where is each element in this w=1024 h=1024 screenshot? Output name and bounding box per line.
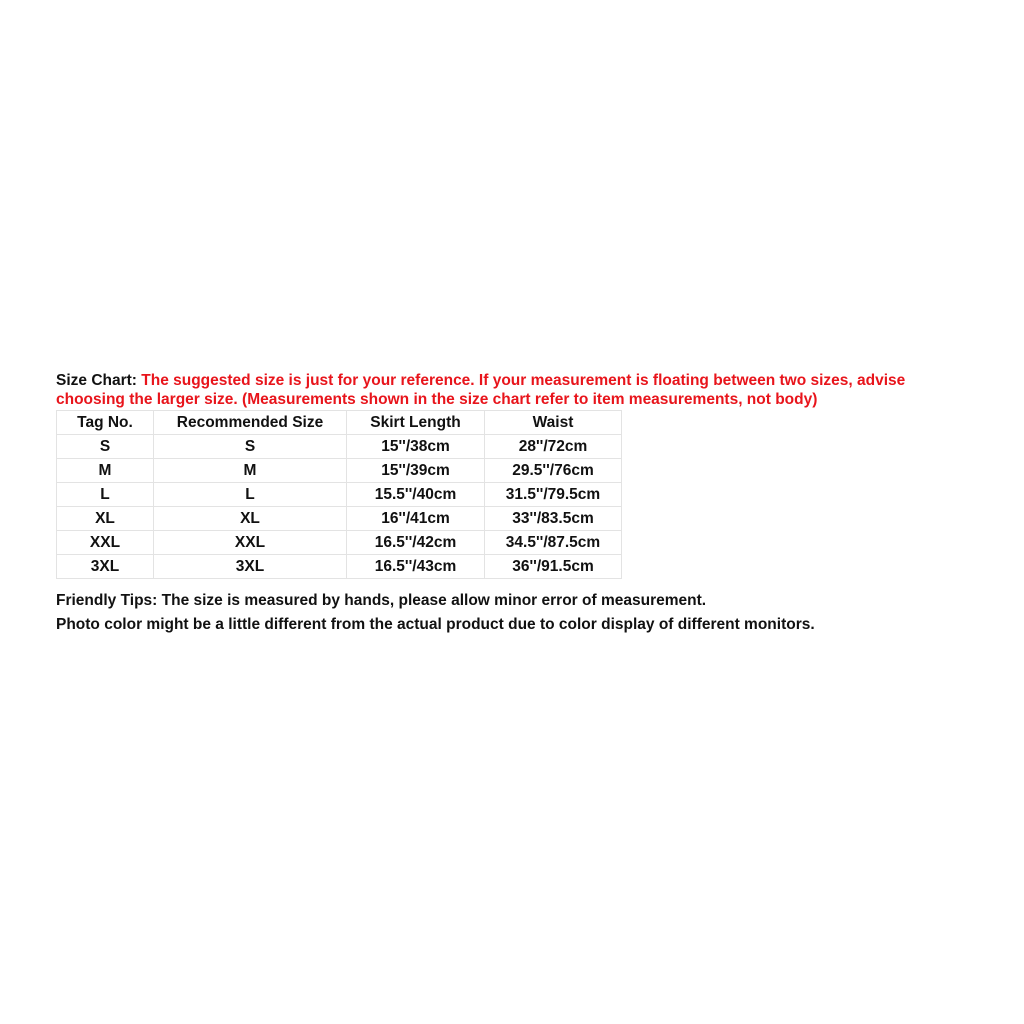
cell-recommended-size: XXL	[154, 531, 347, 555]
size-table	[56, 410, 622, 579]
table-row	[57, 507, 622, 531]
cell-tag-no: S	[57, 435, 154, 459]
table-header-row	[57, 411, 622, 435]
cell-waist: 28''/72cm	[485, 435, 622, 459]
cell-recommended-size: L	[154, 483, 347, 507]
header-tag-no: Tag No.	[57, 411, 154, 435]
cell-tag-no: M	[57, 459, 154, 483]
header-skirt-length: Skirt Length	[347, 411, 485, 435]
table-row	[57, 555, 622, 579]
size-chart	[56, 371, 976, 637]
size-chart-intro	[56, 371, 976, 409]
cell-skirt-length: 16.5''/43cm	[347, 555, 485, 579]
size-notice: The suggested size is just for your reference. If your measurement is floating between two sizes, advise choosing the larger size. (Measurements shown in the size chart refer to item measurements, not body)	[56, 372, 906, 408]
table-row	[57, 459, 622, 483]
cell-recommended-size: S	[154, 435, 347, 459]
cell-recommended-size: M	[154, 459, 347, 483]
cell-skirt-length: 15''/38cm	[347, 435, 485, 459]
table-row	[57, 531, 622, 555]
cell-waist: 33''/83.5cm	[485, 507, 622, 531]
cell-tag-no: XL	[57, 507, 154, 531]
table-row	[57, 435, 622, 459]
cell-waist: 31.5''/79.5cm	[485, 483, 622, 507]
cell-skirt-length: 16''/41cm	[347, 507, 485, 531]
header-recommended-size: Recommended Size	[154, 411, 347, 435]
tips-photo-color: Photo color might be a little different from the actual product due to color display of different monitors.	[56, 616, 815, 633]
cell-skirt-length: 16.5''/42cm	[347, 531, 485, 555]
cell-tag-no: XXL	[57, 531, 154, 555]
cell-skirt-length: 15''/39cm	[347, 459, 485, 483]
cell-recommended-size: 3XL	[154, 555, 347, 579]
cell-tag-no: L	[57, 483, 154, 507]
tips-measurement: Friendly Tips: The size is measured by hands, please allow minor error of measurement.	[56, 592, 707, 609]
cell-waist: 36''/91.5cm	[485, 555, 622, 579]
table-row	[57, 483, 622, 507]
cell-waist: 34.5''/87.5cm	[485, 531, 622, 555]
cell-skirt-length: 15.5''/40cm	[347, 483, 485, 507]
cell-tag-no: 3XL	[57, 555, 154, 579]
cell-waist: 29.5''/76cm	[485, 459, 622, 483]
friendly-tips	[56, 589, 976, 637]
cell-recommended-size: XL	[154, 507, 347, 531]
size-chart-label: Size Chart:	[56, 372, 142, 389]
header-waist: Waist	[485, 411, 622, 435]
